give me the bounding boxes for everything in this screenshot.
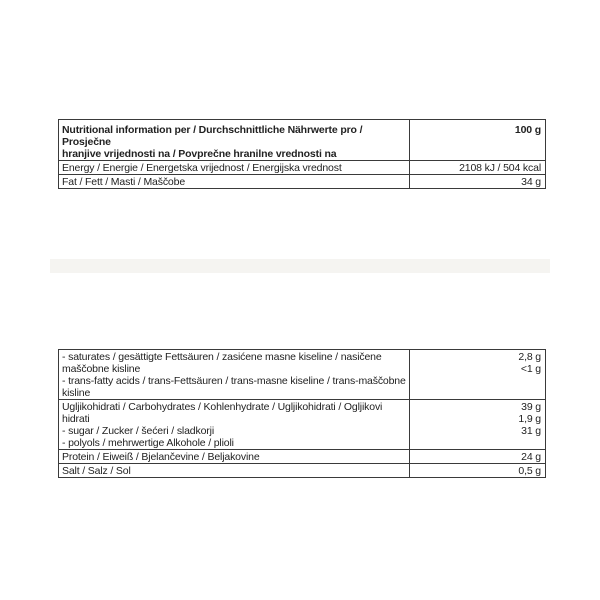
header-label	[59, 120, 410, 160]
label-line: kisline	[62, 387, 91, 399]
label-line: - sugar / Zucker / šećeri / sladkorji	[62, 425, 214, 437]
nutrition-table-top	[58, 119, 546, 189]
row-value: 24 g	[521, 451, 541, 463]
value-line: 31 g	[521, 425, 541, 437]
header-value: 100 g	[514, 124, 541, 136]
value-line: 1,9 g	[518, 413, 541, 425]
label-line: maščobne kisline	[62, 363, 141, 375]
label-line: Ugljikohidrati / Carbohydrates / Kohlenhydrate / Ugljikohidrati / Ogljikovi hidrati	[62, 401, 383, 425]
value-line: 39 g	[521, 401, 541, 413]
row-label	[59, 400, 410, 449]
row-value: 2108 kJ / 504 kcal	[459, 162, 541, 174]
row-label	[59, 350, 410, 399]
table-row-energy	[59, 161, 545, 175]
row-label: Protein / Eiweiß / Bjelančevine / Beljakovine	[59, 450, 410, 463]
label-line: - saturates / gesättigte Fettsäuren / zasićene masne kiseline / nasičene	[62, 351, 382, 363]
nutrition-table-bottom	[58, 349, 546, 478]
row-label: Salt / Salz / Sol	[59, 464, 410, 477]
header-label-line: Nutritional information per / Durchschnittliche Nährwerte pro / Prosječne	[62, 124, 363, 148]
table-row-carbohydrates	[59, 400, 545, 450]
separator-band	[50, 259, 550, 273]
table-header-row	[59, 120, 545, 161]
table-row-protein	[59, 450, 545, 464]
row-value	[410, 400, 545, 449]
row-value	[410, 350, 545, 399]
value-line: 2,8 g	[518, 351, 541, 363]
table-row-fat	[59, 175, 545, 188]
label-line: - trans-fatty acids / trans-Fettsäuren / trans-masne kiseline / trans-maščobne	[62, 375, 406, 387]
row-value: 34 g	[521, 176, 541, 188]
table-row-salt	[59, 464, 545, 477]
value-line: <1 g	[520, 363, 541, 375]
header-label-line: hranjive vrijednosti na / Povprečne hranilne vrednosti na	[62, 148, 337, 160]
row-label: Fat / Fett / Masti / Maščobe	[59, 175, 410, 188]
table-row-fat-breakdown	[59, 350, 545, 400]
label-line: - polyols / mehrwertige Alkohole / plioli	[62, 437, 234, 449]
row-label: Energy / Energie / Energetska vrijednost / Energijska vrednost	[59, 161, 410, 174]
row-value: 0,5 g	[518, 465, 541, 477]
